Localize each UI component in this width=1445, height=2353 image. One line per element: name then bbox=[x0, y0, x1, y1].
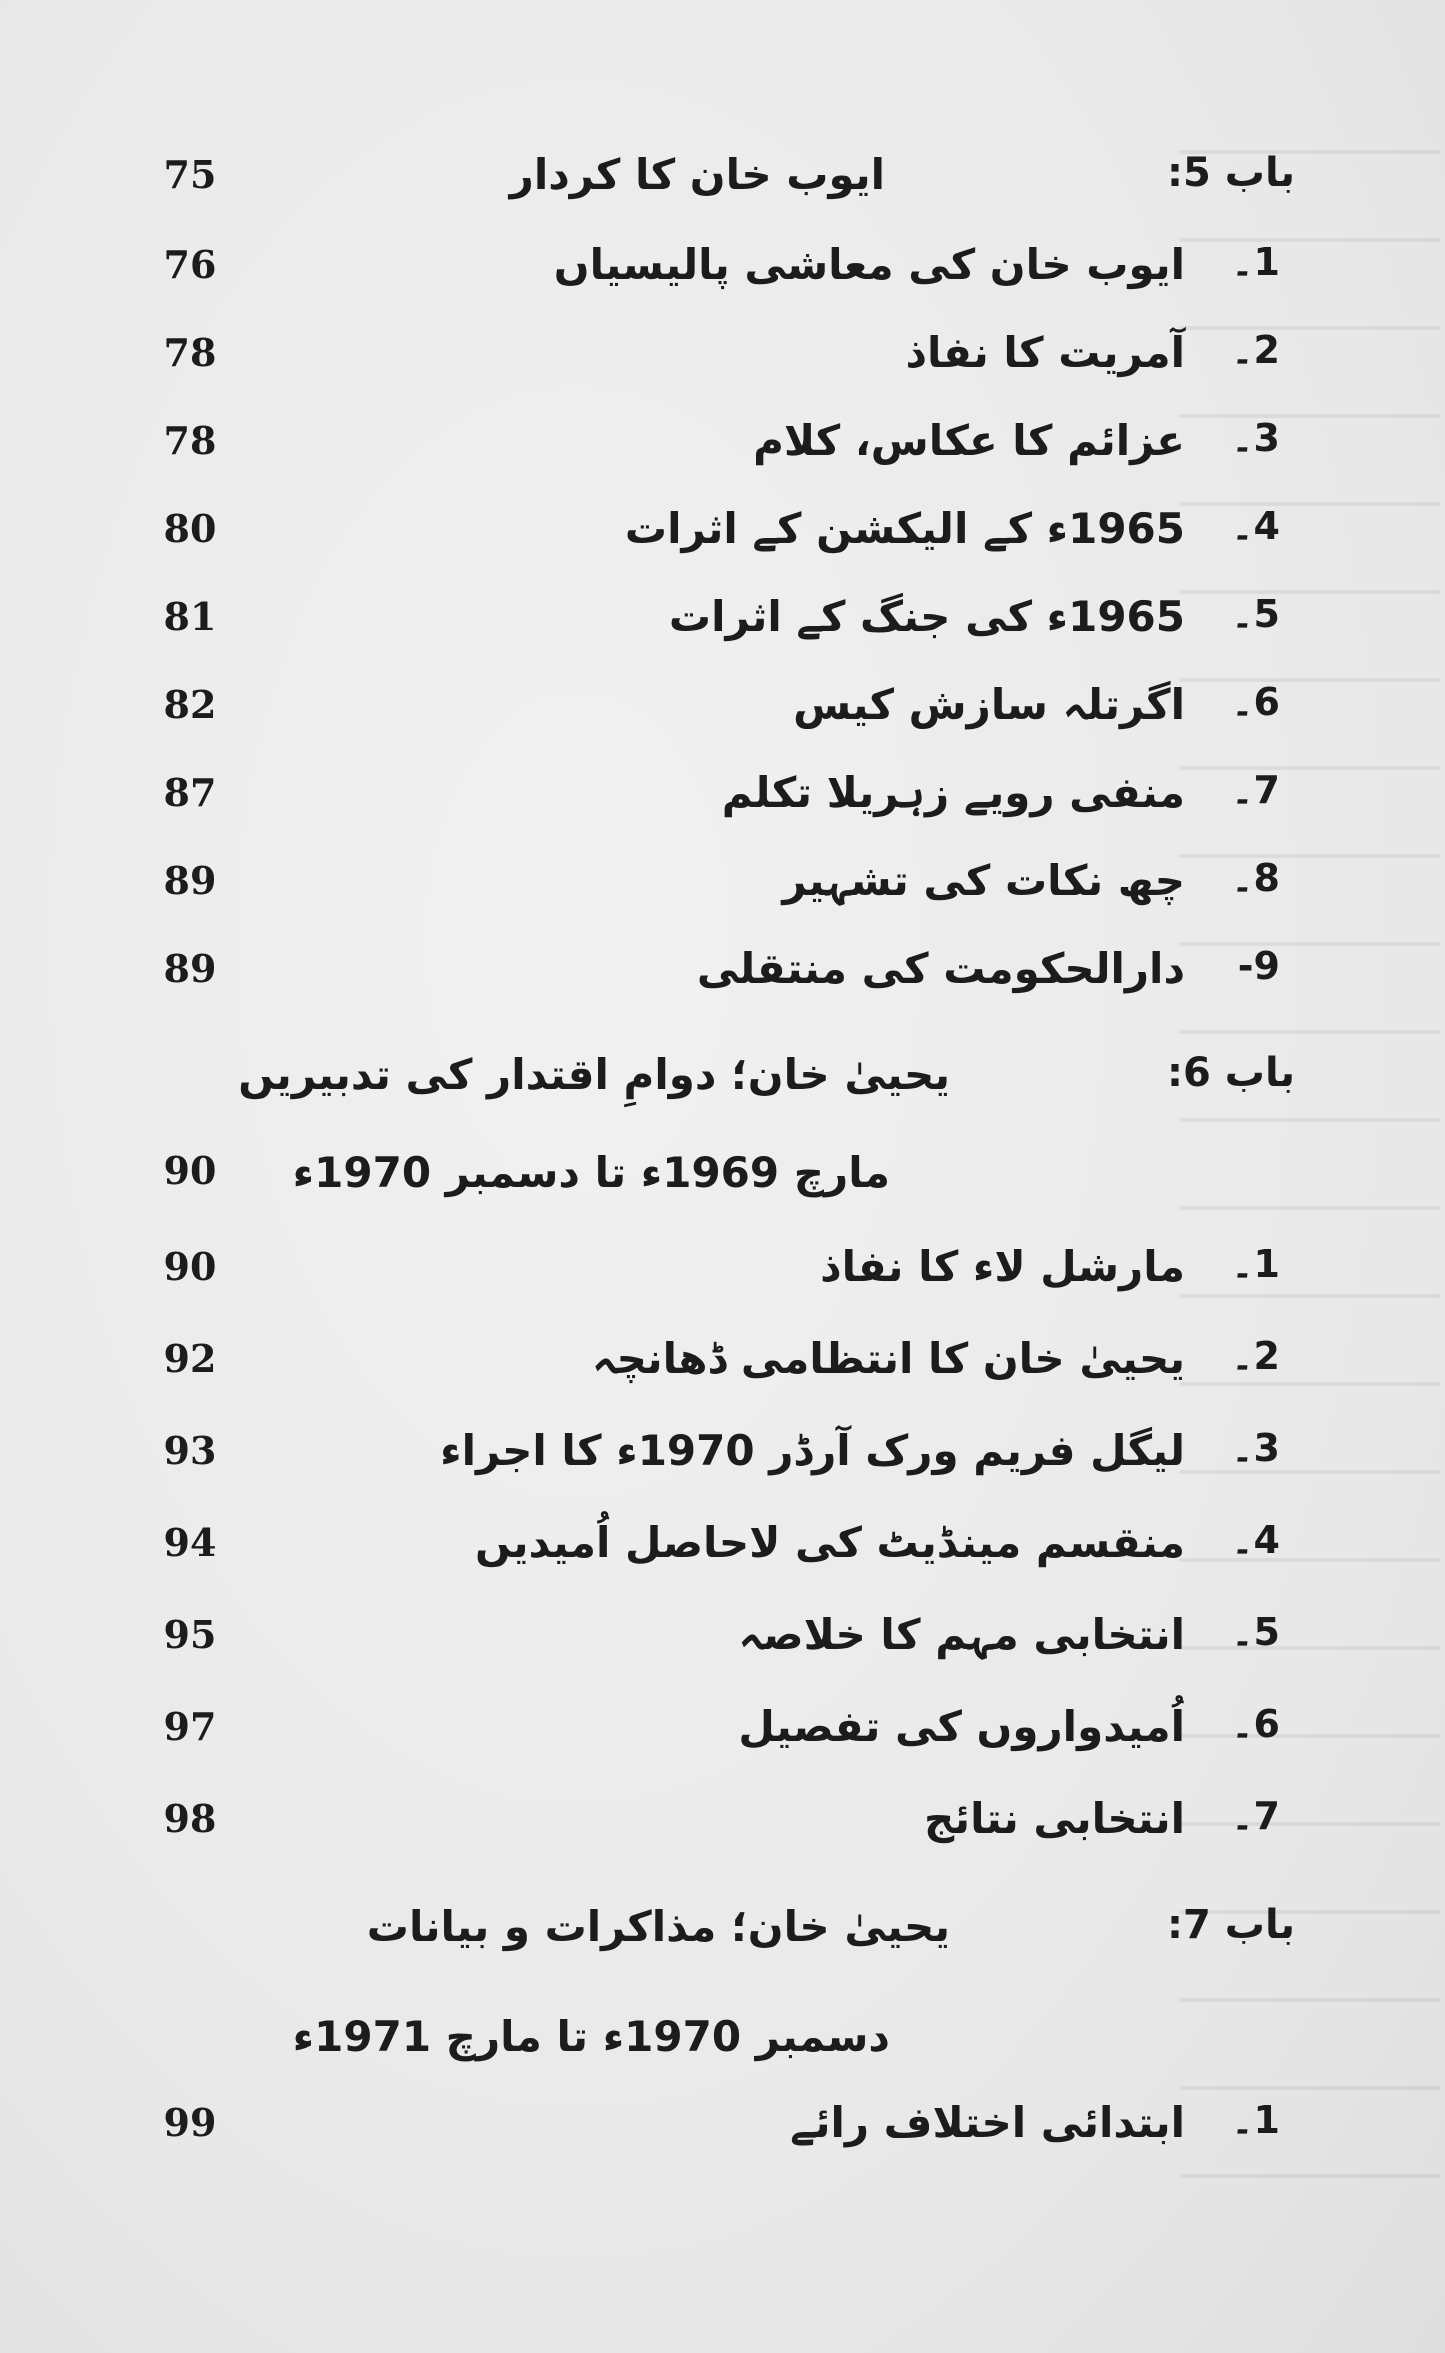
entry-title: عزائم کا عکاس، کلام bbox=[753, 416, 1185, 465]
entry-page: 93 bbox=[163, 1428, 217, 1473]
entry-title: ایوب خان کی معاشی پالیسیاں bbox=[553, 240, 1185, 289]
chapter-5-title: ایوب خان کا کردار bbox=[509, 150, 885, 199]
entry-page: 81 bbox=[163, 594, 217, 639]
entry-title: انتخابی نتائج bbox=[924, 1794, 1185, 1843]
entry-page: 92 bbox=[163, 1336, 217, 1381]
chapter-7-label: باب 7: bbox=[1166, 1902, 1295, 1948]
entry-title: اگرتلہ سازش کیس bbox=[793, 680, 1185, 729]
entry-page: 90 bbox=[163, 1244, 217, 1289]
entry-page: 82 bbox=[163, 682, 217, 727]
entry-title: ابتدائی اختلاف رائے bbox=[790, 2098, 1185, 2147]
entry-number: 5۔ bbox=[1231, 1610, 1280, 1654]
entry-page: 78 bbox=[163, 418, 217, 463]
entry-title: اُمیدواروں کی تفصیل bbox=[738, 1702, 1185, 1751]
entry-page: 78 bbox=[163, 330, 217, 375]
entry-page: 94 bbox=[163, 1520, 217, 1565]
entry-number: 1۔ bbox=[1231, 240, 1280, 284]
entry-number: 6۔ bbox=[1231, 680, 1280, 724]
entry-title: دارالحکومت کی منتقلی bbox=[696, 944, 1185, 993]
chapter-6-page: 90 bbox=[163, 1148, 217, 1193]
entry-number: 7۔ bbox=[1231, 768, 1280, 812]
entry-number: 1۔ bbox=[1231, 1242, 1280, 1286]
chapter-6-title: یحییٰ خان؛ دوامِ اقتدار کی تدبیریں bbox=[238, 1050, 950, 1099]
entry-page: 99 bbox=[163, 2100, 217, 2145]
entry-page: 87 bbox=[163, 770, 217, 815]
entry-title: انتخابی مہم کا خلاصہ bbox=[738, 1610, 1185, 1659]
entry-number: 1۔ bbox=[1231, 2098, 1280, 2142]
chapter-5-page: 75 bbox=[163, 152, 217, 197]
entry-title: 1965ء کی جنگ کے اثرات bbox=[668, 592, 1185, 641]
entry-number: 3۔ bbox=[1231, 1426, 1280, 1470]
entry-number: 7۔ bbox=[1231, 1794, 1280, 1838]
entry-number: 4۔ bbox=[1231, 1518, 1280, 1562]
chapter-7-title: یحییٰ خان؛ مذاکرات و بیانات bbox=[366, 1902, 950, 1951]
entry-title: مارشل لاء کا نفاذ bbox=[820, 1242, 1185, 1291]
entry-number: 2۔ bbox=[1231, 1334, 1280, 1378]
chapter-6-label: باب 6: bbox=[1166, 1050, 1295, 1096]
chapter-7-subtitle: دسمبر 1970ء تا مارچ 1971ء bbox=[292, 2012, 890, 2061]
entry-page: 97 bbox=[163, 1704, 217, 1749]
entry-number: 6۔ bbox=[1231, 1702, 1280, 1746]
entry-page: 80 bbox=[163, 506, 217, 551]
entry-title: منقسم مینڈیٹ کی لاحاصل اُمیدیں bbox=[474, 1518, 1185, 1567]
entry-number: 3۔ bbox=[1231, 416, 1280, 460]
entry-page: 98 bbox=[163, 1796, 217, 1841]
entry-title: لیگل فریم ورک آرڈر 1970ء کا اجراء bbox=[440, 1426, 1185, 1475]
chapter-6-subtitle: مارچ 1969ء تا دسمبر 1970ء bbox=[292, 1148, 890, 1197]
entry-page: 89 bbox=[163, 858, 217, 903]
entry-page: 89 bbox=[163, 946, 217, 991]
entry-number: 4۔ bbox=[1231, 504, 1280, 548]
entry-page: 76 bbox=[163, 242, 217, 287]
entry-title: یحییٰ خان کا انتظامی ڈھانچہ bbox=[592, 1334, 1185, 1383]
entry-page: 95 bbox=[163, 1612, 217, 1657]
entry-number: 2۔ bbox=[1231, 328, 1280, 372]
entry-title: چھ نکات کی تشہیر bbox=[782, 856, 1185, 905]
entry-title: منفی رویے زہریلا تکلم bbox=[721, 768, 1185, 817]
bleed-through-text bbox=[1180, 80, 1440, 2180]
entry-title: 1965ء کے الیکشن کے اثرات bbox=[624, 504, 1185, 553]
entry-number: 5۔ bbox=[1231, 592, 1280, 636]
entry-number: 9- bbox=[1237, 944, 1280, 988]
entry-number: 8۔ bbox=[1231, 856, 1280, 900]
chapter-5-label: باب 5: bbox=[1166, 150, 1295, 196]
entry-title: آمریت کا نفاذ bbox=[905, 328, 1185, 377]
